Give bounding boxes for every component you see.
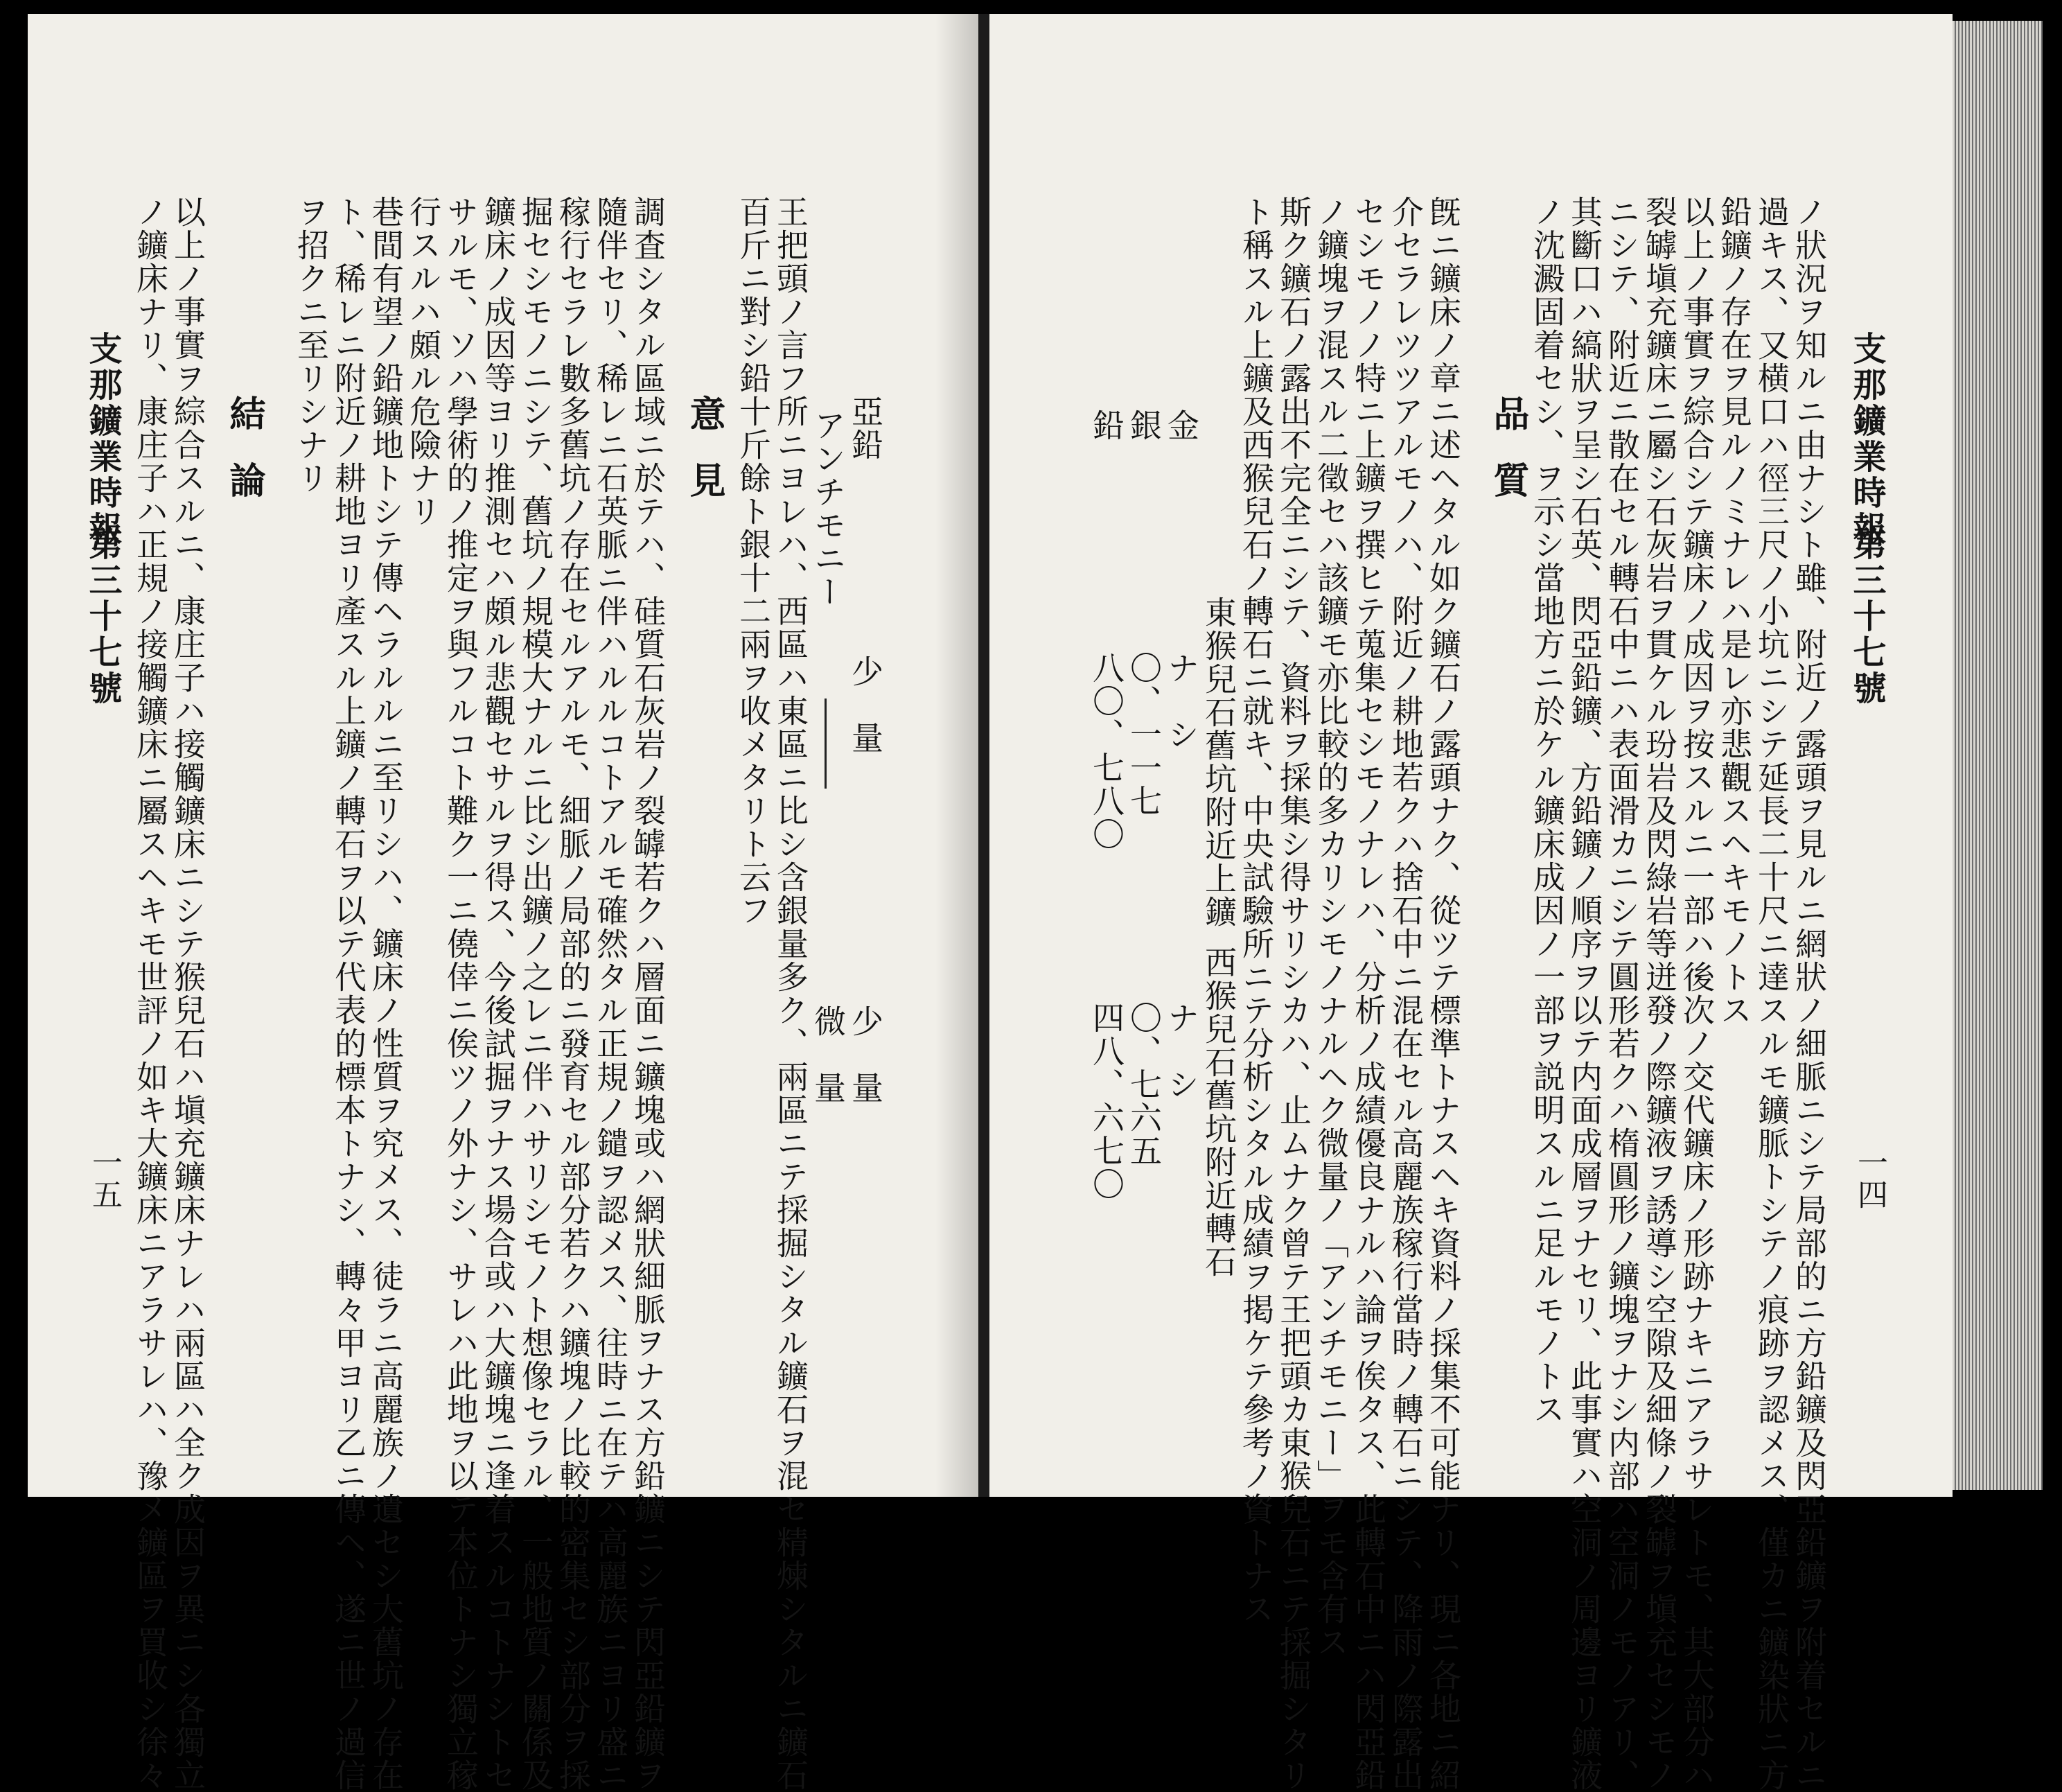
text-line: 鉛鑛ノ存在ヲ見ルノミナレハ是レ亦悲觀スヘキモノトス: [1716, 195, 1753, 1027]
text-line: 百斤ニ對シ鉛十斤餘ト銀十二兩ヲ收メタリト云フ: [734, 195, 772, 927]
table-cell: 〇、一一七: [1125, 651, 1163, 818]
text-line: 以上ノ事實ヲ綜合スルニ、康庄子ハ接觸鑛床ニシテ猴兒石ハ塡充鑛床ナレハ兩區ハ全ク成因ヲ異ニシ各獨立: [169, 195, 206, 1792]
text-line: 稼行セラレ數多舊坑ノ存在セルアルモ、細脈ノ局部的ニ發育セル部分若クハ鑛塊ノ比較的密集セシ部分ヲ採: [554, 195, 592, 1792]
table-cell: 四八、六七〇: [1088, 1001, 1125, 1201]
text-line: ノ鑛床ナリ、康庄子ハ正規ノ接觸鑛床ニ屬スヘキモ世評ノ如キ大鑛床ニアラサレハ、豫メ鑛區ヲ買收シ徐々: [132, 195, 169, 1792]
table-cell: ナ シ: [1163, 651, 1200, 751]
text-line: 介セラレツツアルモノハ、附近ノ耕地若クハ捨石中ニ混在セル高麗族稼行當時ノ轉石ニシテ、降雨ノ際露出: [1387, 195, 1425, 1792]
table-cell: ナ シ: [1163, 1001, 1200, 1101]
left-page-number: 一五: [87, 1147, 122, 1211]
text-line: 巷間有望ノ鉛鑛地トシテ傳ヘラルルニ至リシハ、鑛床ノ性質ヲ究メス、徒ラニ高麗族ノ遺セシ大舊坑ノ存在: [367, 195, 405, 1792]
text-line: ト、稀レニ附近ノ耕地ヨリ產スル上鑛ノ轉石ヲ以テ代表的標本トナシ、轉々甲ヨリ乙ニ傳ヘ、遂ニ世ノ過信: [330, 195, 367, 1792]
table-row-label-antimony: アンチモニー: [809, 409, 847, 608]
text-line: ヲ招クニ至リシナリ: [292, 195, 330, 495]
binding-shadow: [935, 14, 978, 1497]
text-line: 隨伴セリ、稀レニ石英脈ニ伴ハルルコトアルモ確然タル正規ノ鑓ヲ認メス、往時ニ在テハ高麗族ニヨリ盛ニ: [592, 195, 629, 1792]
left-header-issue: 第三十七號: [83, 527, 122, 707]
text-line: 王把頭ノ言フ所ニヨレハ、西區ハ東區ニ比シ含銀量多ク、兩區ニテ採掘シタル鑛石ヲ混セ精煉シタルニ鑛石: [772, 195, 809, 1792]
table-cell: 微 量: [809, 1005, 847, 1105]
table-cell: 〇、七六五: [1125, 1001, 1163, 1168]
text-line: 過キス、又横口ハ徑三尺ノ小坑ニシテ延長二十尺ニ達スルモ鑛脈トシテノ痕跡ヲ認メス、僅カニ鑛染狀ニ方: [1753, 195, 1790, 1792]
table-row-label-lead: 鉛: [1088, 409, 1125, 442]
text-line: ニシテ、附近ニ散在セル轉石中ニハ表面滑カニシテ圓形若クハ楕圓形ノ鑛塊ヲナシ内部ハ空洞ノモノアリ、: [1603, 195, 1641, 1792]
text-line: ト稱スル上鑛及西猴兒石ノ轉石ニ就キ、中央試驗所ニテ分析シタル成績ヲ掲ケテ參考ノ資トナス: [1237, 195, 1275, 1626]
left-header-title: 支那鑛業時報: [83, 331, 122, 547]
text-line: 斯ク鑛石ノ露出不完全ニシテ、資料ヲ採集シ得サリシカハ、止ムナク曾テ王把頭カ東猴兒石ニテ採掘シタリ: [1275, 195, 1312, 1792]
text-line: 裂罅塡充鑛床ニ屬シ石灰岩ヲ貫ケル玢岩及閃綠岩等迸發ノ際鑛液ヲ誘導シ空隙及細條ノ裂罅ヲ塡充セシモノ: [1641, 195, 1678, 1792]
text-line: ノ沈澱固着セシ、ヲ示シ當地方ニ於ケル鑛床成因ノ一部ヲ説明スルニ足ルモノトス: [1528, 195, 1566, 1426]
book-gutter: [978, 14, 989, 1497]
table-row-label-zinc: 亞鉛: [847, 395, 884, 462]
table-dash: [825, 699, 827, 789]
text-line: 鑛床ノ成因等ヨリ推測セハ頗ル悲觀セサルヲ得ス、今後試掘ヲナス場合或ハ大鑛塊ニ逢着スルコトナシトセ: [479, 195, 517, 1792]
text-line: 以上ノ事實ヲ綜合シテ鑛床ノ成因ヲ按スルニ一部ハ後次ノ交代鑛床ノ形跡ナキニアラサレトモ、其大部分ハ: [1678, 195, 1716, 1792]
right-page-number: 一四: [1852, 1147, 1887, 1211]
table-row-label-silver: 銀: [1125, 409, 1163, 442]
heading-quality: 品質: [1487, 395, 1529, 528]
right-header-title: 支那鑛業時報: [1847, 331, 1886, 547]
table-col1-header: 東猴兒石舊坑附近上鑛: [1200, 596, 1237, 929]
text-line: ノ鑛塊ヲ混スル二徵セハ該鑛モ亦比較的多カリシモノナルヘク微量ノ「アンチモニー」ヲモ含有ス: [1312, 195, 1350, 1659]
text-line: 旣ニ鑛床ノ章ニ述ヘタル如ク鑛石ノ露頭ナク、從ツテ標準トナスヘキ資料ノ採集不可能ナリ、現ニ各地ニ紹: [1425, 195, 1462, 1792]
text-line: サルモ、ソハ學術的ノ推定ヲ與フルコト難ク一ニ僥倖ニ俟ツノ外ナシ、サレハ此地ヲ以テ本位トナシ獨立稼: [442, 195, 479, 1792]
text-line: 行スルハ頗ル危險ナリ: [405, 195, 442, 528]
right-header-issue: 第三十七號: [1847, 527, 1886, 707]
table-cell: 少 量: [847, 655, 884, 755]
page-edges: [1953, 21, 2043, 1490]
text-line: 調査シタル區域ニ於テハ、硅質石灰岩ノ裂罅若クハ層面ニ鑛塊或ハ網狀細脈ヲナス方鉛鑛ニシテ閃亞鉛鑛ヲ: [629, 195, 667, 1792]
heading-conclusion: 結論: [223, 395, 265, 528]
text-line: ノ狀況ヲ知ルニ由ナシト雖、附近ノ露頭ヲ見ルニ網狀ノ細脈ニシテ局部的ニ方鉛鑛及閃亞鉛鑛ヲ附着セルニ: [1790, 195, 1828, 1792]
heading-opinion: 意見: [683, 395, 725, 528]
table-row-label-gold: 金: [1163, 409, 1200, 448]
text-line: セシモノノ特ニ上鑛ヲ撰ヒテ蒐集セシモノナレハ、分析ノ成績優良ナルハ論ヲ俟タス、此轉石中ニハ閃亞鉛: [1350, 195, 1387, 1792]
text-line: 其斷口ハ縞狀ヲ呈シ石英、閃亞鉛鑛、方鉛鑛ノ順序ヲ以テ内面成層ヲナセリ、此事實ハ空洞ノ周邊ヨリ鑛液: [1566, 195, 1603, 1792]
table-cell: 少 量: [847, 1005, 884, 1105]
table-col2-header: 西猴兒石舊坑附近轉石: [1200, 946, 1237, 1279]
table-cell: 八〇、七八〇: [1088, 651, 1125, 851]
text-line: 掘セシモノニシテ、舊坑ノ規模大ナルニ比シ出鑛ノ之レニ伴ハサリシモノト想像セラル、一般地質ノ關係及: [517, 195, 554, 1792]
